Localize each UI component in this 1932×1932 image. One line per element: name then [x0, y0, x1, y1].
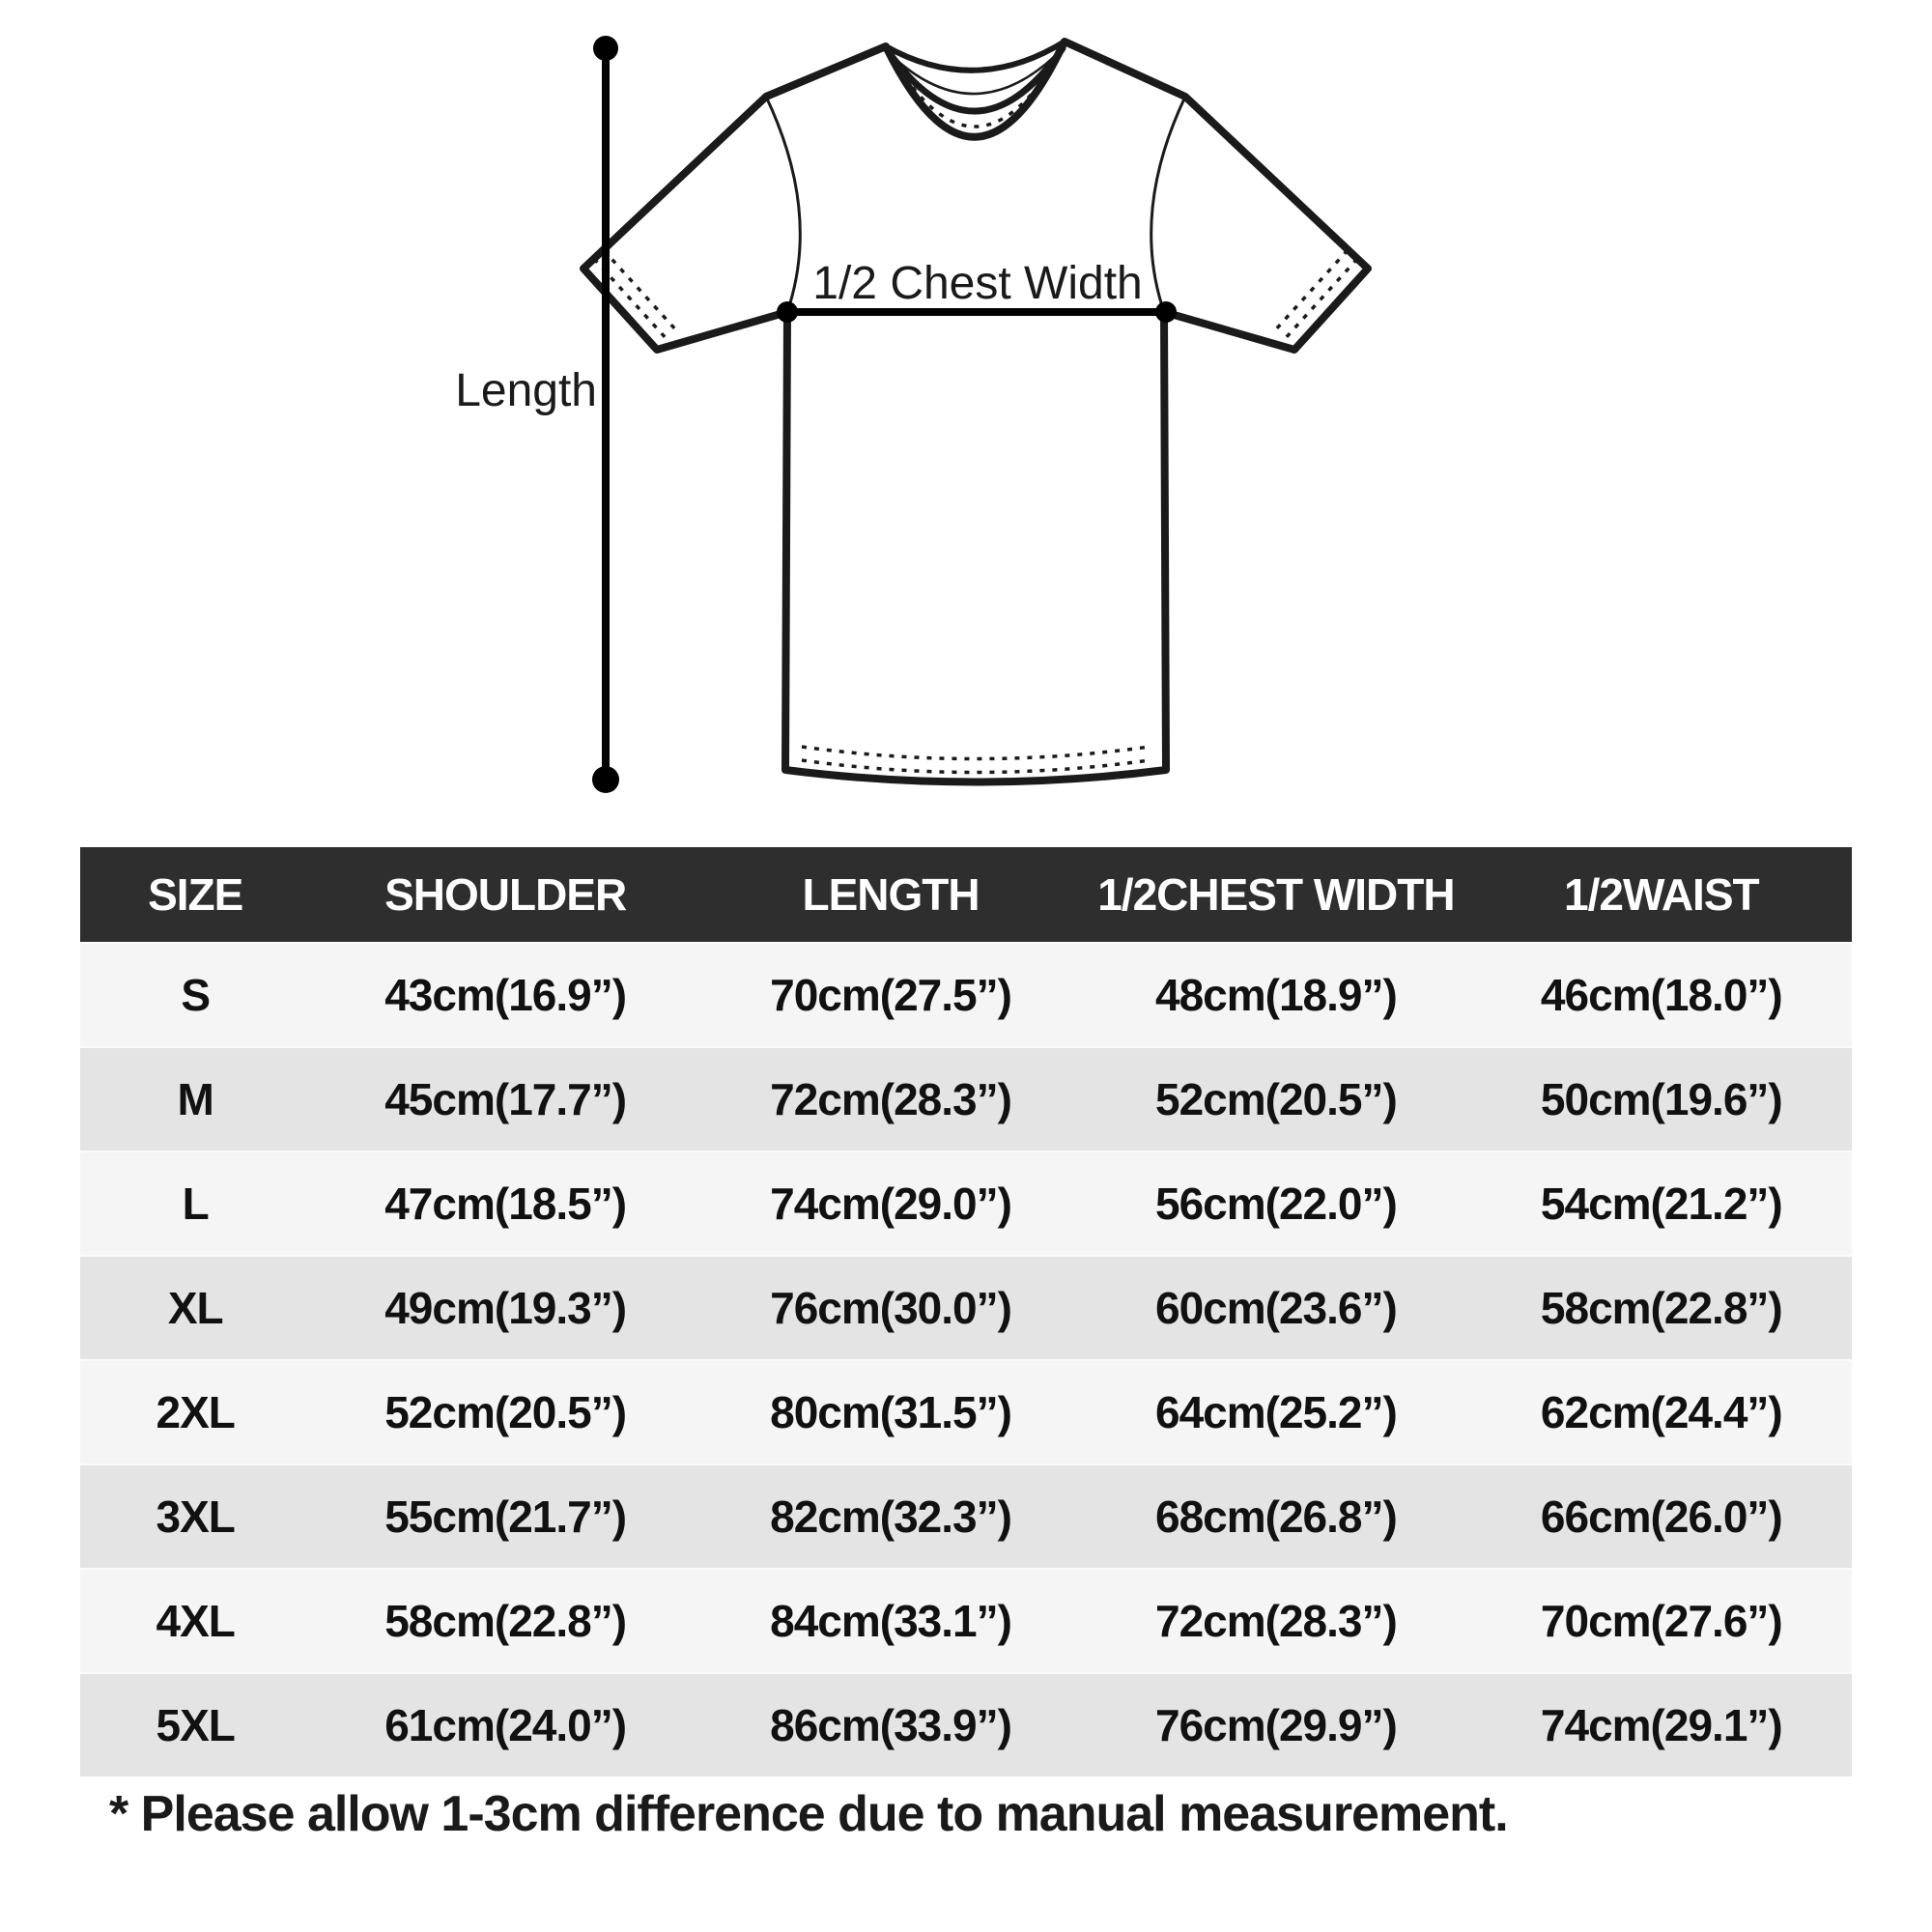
table-row-xl: [80, 1256, 1852, 1360]
table-row-2xl: [80, 1360, 1852, 1464]
tshirt-outline-shape: [583, 42, 1368, 782]
chest-width-label: 1/2 Chest Width: [812, 258, 1143, 309]
chest-cell: 60cm(23.6”): [1154, 1283, 1397, 1333]
size-cell: 2XL: [156, 1387, 235, 1437]
size-cell: S: [181, 970, 211, 1020]
waist-cell: 70cm(27.6”): [1540, 1596, 1782, 1646]
size-cell: 4XL: [156, 1596, 235, 1646]
chest-cell: 68cm(26.8”): [1154, 1492, 1397, 1542]
shoulder-cell: 55cm(21.7”): [384, 1492, 627, 1542]
chest-cell: 72cm(28.3”): [1154, 1596, 1397, 1646]
table-row-s: [80, 943, 1852, 1047]
length-label: Length: [455, 365, 597, 416]
length-cell: 80cm(31.5”): [770, 1387, 1011, 1437]
waist-cell: 66cm(26.0”): [1540, 1492, 1782, 1542]
waist-cell: 54cm(21.2”): [1540, 1179, 1782, 1229]
length-measure-top-dot: [593, 36, 618, 61]
chest-cell: 56cm(22.0”): [1154, 1179, 1397, 1229]
length-cell: 76cm(30.0”): [770, 1283, 1011, 1333]
waist-cell: 50cm(19.6”): [1540, 1074, 1782, 1124]
shoulder-cell: 49cm(19.3”): [384, 1283, 627, 1333]
table-row-5xl: [80, 1673, 1852, 1776]
waist-cell: 62cm(24.4”): [1540, 1387, 1782, 1437]
waist-cell: 58cm(22.8”): [1540, 1283, 1782, 1333]
chest-cell: 64cm(25.2”): [1154, 1387, 1397, 1437]
length-cell: 84cm(33.1”): [770, 1596, 1011, 1646]
measurement-disclaimer: * Please allow 1-3cm difference due to manual measurement.: [109, 1786, 1508, 1842]
col-header-waist: 1/2WAIST: [1471, 847, 1852, 943]
col-header-length: LENGTH: [700, 847, 1081, 943]
size-cell: 3XL: [156, 1492, 235, 1542]
chest-cell: 48cm(18.9”): [1154, 970, 1397, 1020]
waist-cell: 46cm(18.0”): [1540, 970, 1782, 1020]
tshirt-measurement-diagram: [0, 0, 1932, 840]
chest-width-left-dot: [777, 301, 798, 323]
shoulder-cell: 43cm(16.9”): [384, 970, 627, 1020]
col-header-shoulder: SHOULDER: [310, 847, 699, 943]
col-header-chest-width: 1/2CHEST WIDTH: [1081, 847, 1470, 943]
col-header-size: SIZE: [80, 847, 310, 943]
length-cell: 86cm(33.9”): [770, 1700, 1011, 1750]
length-cell: 82cm(32.3”): [770, 1492, 1011, 1542]
size-cell: M: [177, 1074, 213, 1124]
length-cell: 74cm(29.0”): [770, 1179, 1011, 1229]
size-table: [80, 847, 1852, 1776]
length-cell: 72cm(28.3”): [770, 1074, 1011, 1124]
size-cell: 5XL: [156, 1700, 235, 1750]
size-cell: L: [182, 1179, 209, 1229]
table-row-3xl: [80, 1464, 1852, 1569]
chest-cell: 76cm(29.9”): [1154, 1700, 1397, 1750]
waist-cell: 74cm(29.1”): [1540, 1700, 1782, 1750]
size-cell: XL: [167, 1283, 223, 1333]
shoulder-cell: 47cm(18.5”): [384, 1179, 627, 1229]
table-row-4xl: [80, 1569, 1852, 1673]
chest-cell: 52cm(20.5”): [1154, 1074, 1397, 1124]
size-table-header-row: [80, 847, 1852, 943]
shoulder-cell: 45cm(17.7”): [384, 1074, 627, 1124]
length-measure-bottom-dot: [592, 766, 619, 793]
table-row-m: [80, 1047, 1852, 1151]
shoulder-cell: 52cm(20.5”): [384, 1387, 627, 1437]
table-row-l: [80, 1151, 1852, 1256]
shoulder-cell: 61cm(24.0”): [384, 1700, 627, 1750]
chest-width-right-dot: [1155, 301, 1177, 323]
collar-back-arc: [886, 42, 1065, 71]
length-cell: 70cm(27.5”): [770, 970, 1011, 1020]
shoulder-cell: 58cm(22.8”): [384, 1596, 627, 1646]
